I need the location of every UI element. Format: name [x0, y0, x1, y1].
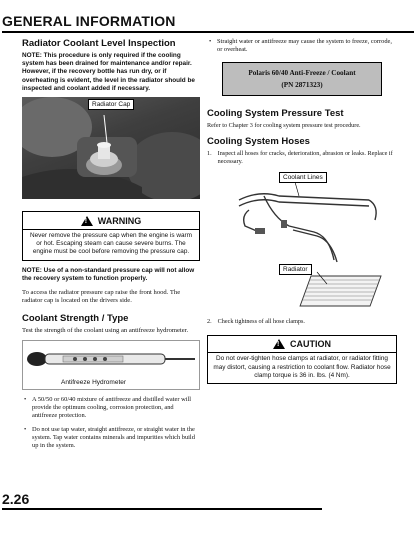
caution-text: Do not over-tighten hose clamps at radiator, or radiator fitting may distort, causing a restriction to coolant flow. Radiator hose clamp torque is 36 in. lbs. (4 Nm).: [213, 355, 391, 379]
caution-icon: [273, 339, 285, 349]
product-box: [222, 62, 382, 96]
page-number: 2.26: [2, 491, 30, 507]
step-2: [207, 318, 397, 326]
pressure-cap-note: NOTE: Use of a non-standard pressure cap will not allow the recovery system to function properly.: [22, 266, 195, 282]
page-title: GENERAL INFORMATION: [2, 13, 176, 29]
inspection-note: NOTE: This procedure is only required if the cooling system has been drained for maintenance and/or repair. However, if the recovery bottle has run dry, or if overheating is evident, the level in the radiator should be inspected and coolant added if necessary.: [22, 52, 195, 92]
hydrometer-label: Antifreeze Hydrometer: [61, 379, 127, 387]
step-number: 2.: [207, 317, 212, 325]
warning-icon: [81, 216, 93, 226]
product-name: Polaris 60/40 Anti-Freeze / Coolant: [248, 69, 356, 78]
warning-box: [22, 211, 200, 261]
list-item: • A 50/50 or 60/40 mixture of antifreeze and distilled water will provide the optimum cooling, corrosion protection, and antifreeze protection.: [22, 396, 200, 420]
title-rule: [2, 31, 414, 33]
footer-rule: [2, 508, 322, 510]
hydrometer-figure: [22, 340, 200, 390]
step-text: Inspect all hoses for cracks, deterioration, abrasion or leaks. Replace if necessary.: [217, 149, 393, 165]
access-text: To access the radiator pressure cap raise the front hood. The radiator cap is located on the drivers side.: [22, 289, 181, 305]
caution-header: [208, 336, 396, 353]
hoses-figure: [219, 170, 389, 312]
left-column: [22, 38, 200, 455]
water-bullets: [207, 38, 397, 54]
list-item: • Straight water or antifreeze may cause the system to freeze, corrode, or overheat.: [207, 38, 397, 54]
step-1: [207, 150, 397, 166]
strength-text: Test the strength of the coolant using an antifreeze hydrometer.: [22, 326, 189, 334]
strength-heading: Coolant Strength / Type: [22, 312, 129, 324]
hoses-heading: Cooling System Hoses: [207, 135, 310, 147]
cooling-hoses-illustration: [219, 170, 389, 312]
list-item: • Do not use tap water, straight antifreeze, or straight water in the system. Tap water contains minerals and impurities which build up in the system.: [22, 426, 200, 450]
caution-title: CAUTION: [290, 339, 331, 350]
warning-header: [23, 212, 199, 230]
coolant-lines-label: Coolant Lines: [279, 172, 327, 183]
coolant-bullets: [22, 396, 200, 450]
caution-box: [207, 335, 397, 384]
radiator-cap-illustration: [22, 97, 200, 199]
pressure-test-heading: Cooling System Pressure Test: [207, 108, 344, 120]
radiator-cap-label: Radiator Cap: [88, 99, 134, 110]
warning-text: Never remove the pressure cap when the engine is warm or hot. Escaping steam can cause severe burns. The engine must be cool before removing the pressure cap.: [30, 232, 192, 256]
warning-title: WARNING: [97, 216, 142, 227]
step-text: Check tightness of all hose clamps.: [217, 317, 305, 325]
inspection-heading: Radiator Coolant Level Inspection: [22, 38, 176, 49]
radiator-label: Radiator: [279, 264, 312, 275]
right-column: [207, 38, 397, 384]
radiator-cap-photo: [22, 97, 200, 199]
pressure-test-text: Refer to Chapter 3 for cooling system pressure test procedure.: [207, 122, 361, 130]
step-number: 1.: [207, 149, 212, 157]
product-part-number: (PN 2871323): [281, 81, 323, 90]
